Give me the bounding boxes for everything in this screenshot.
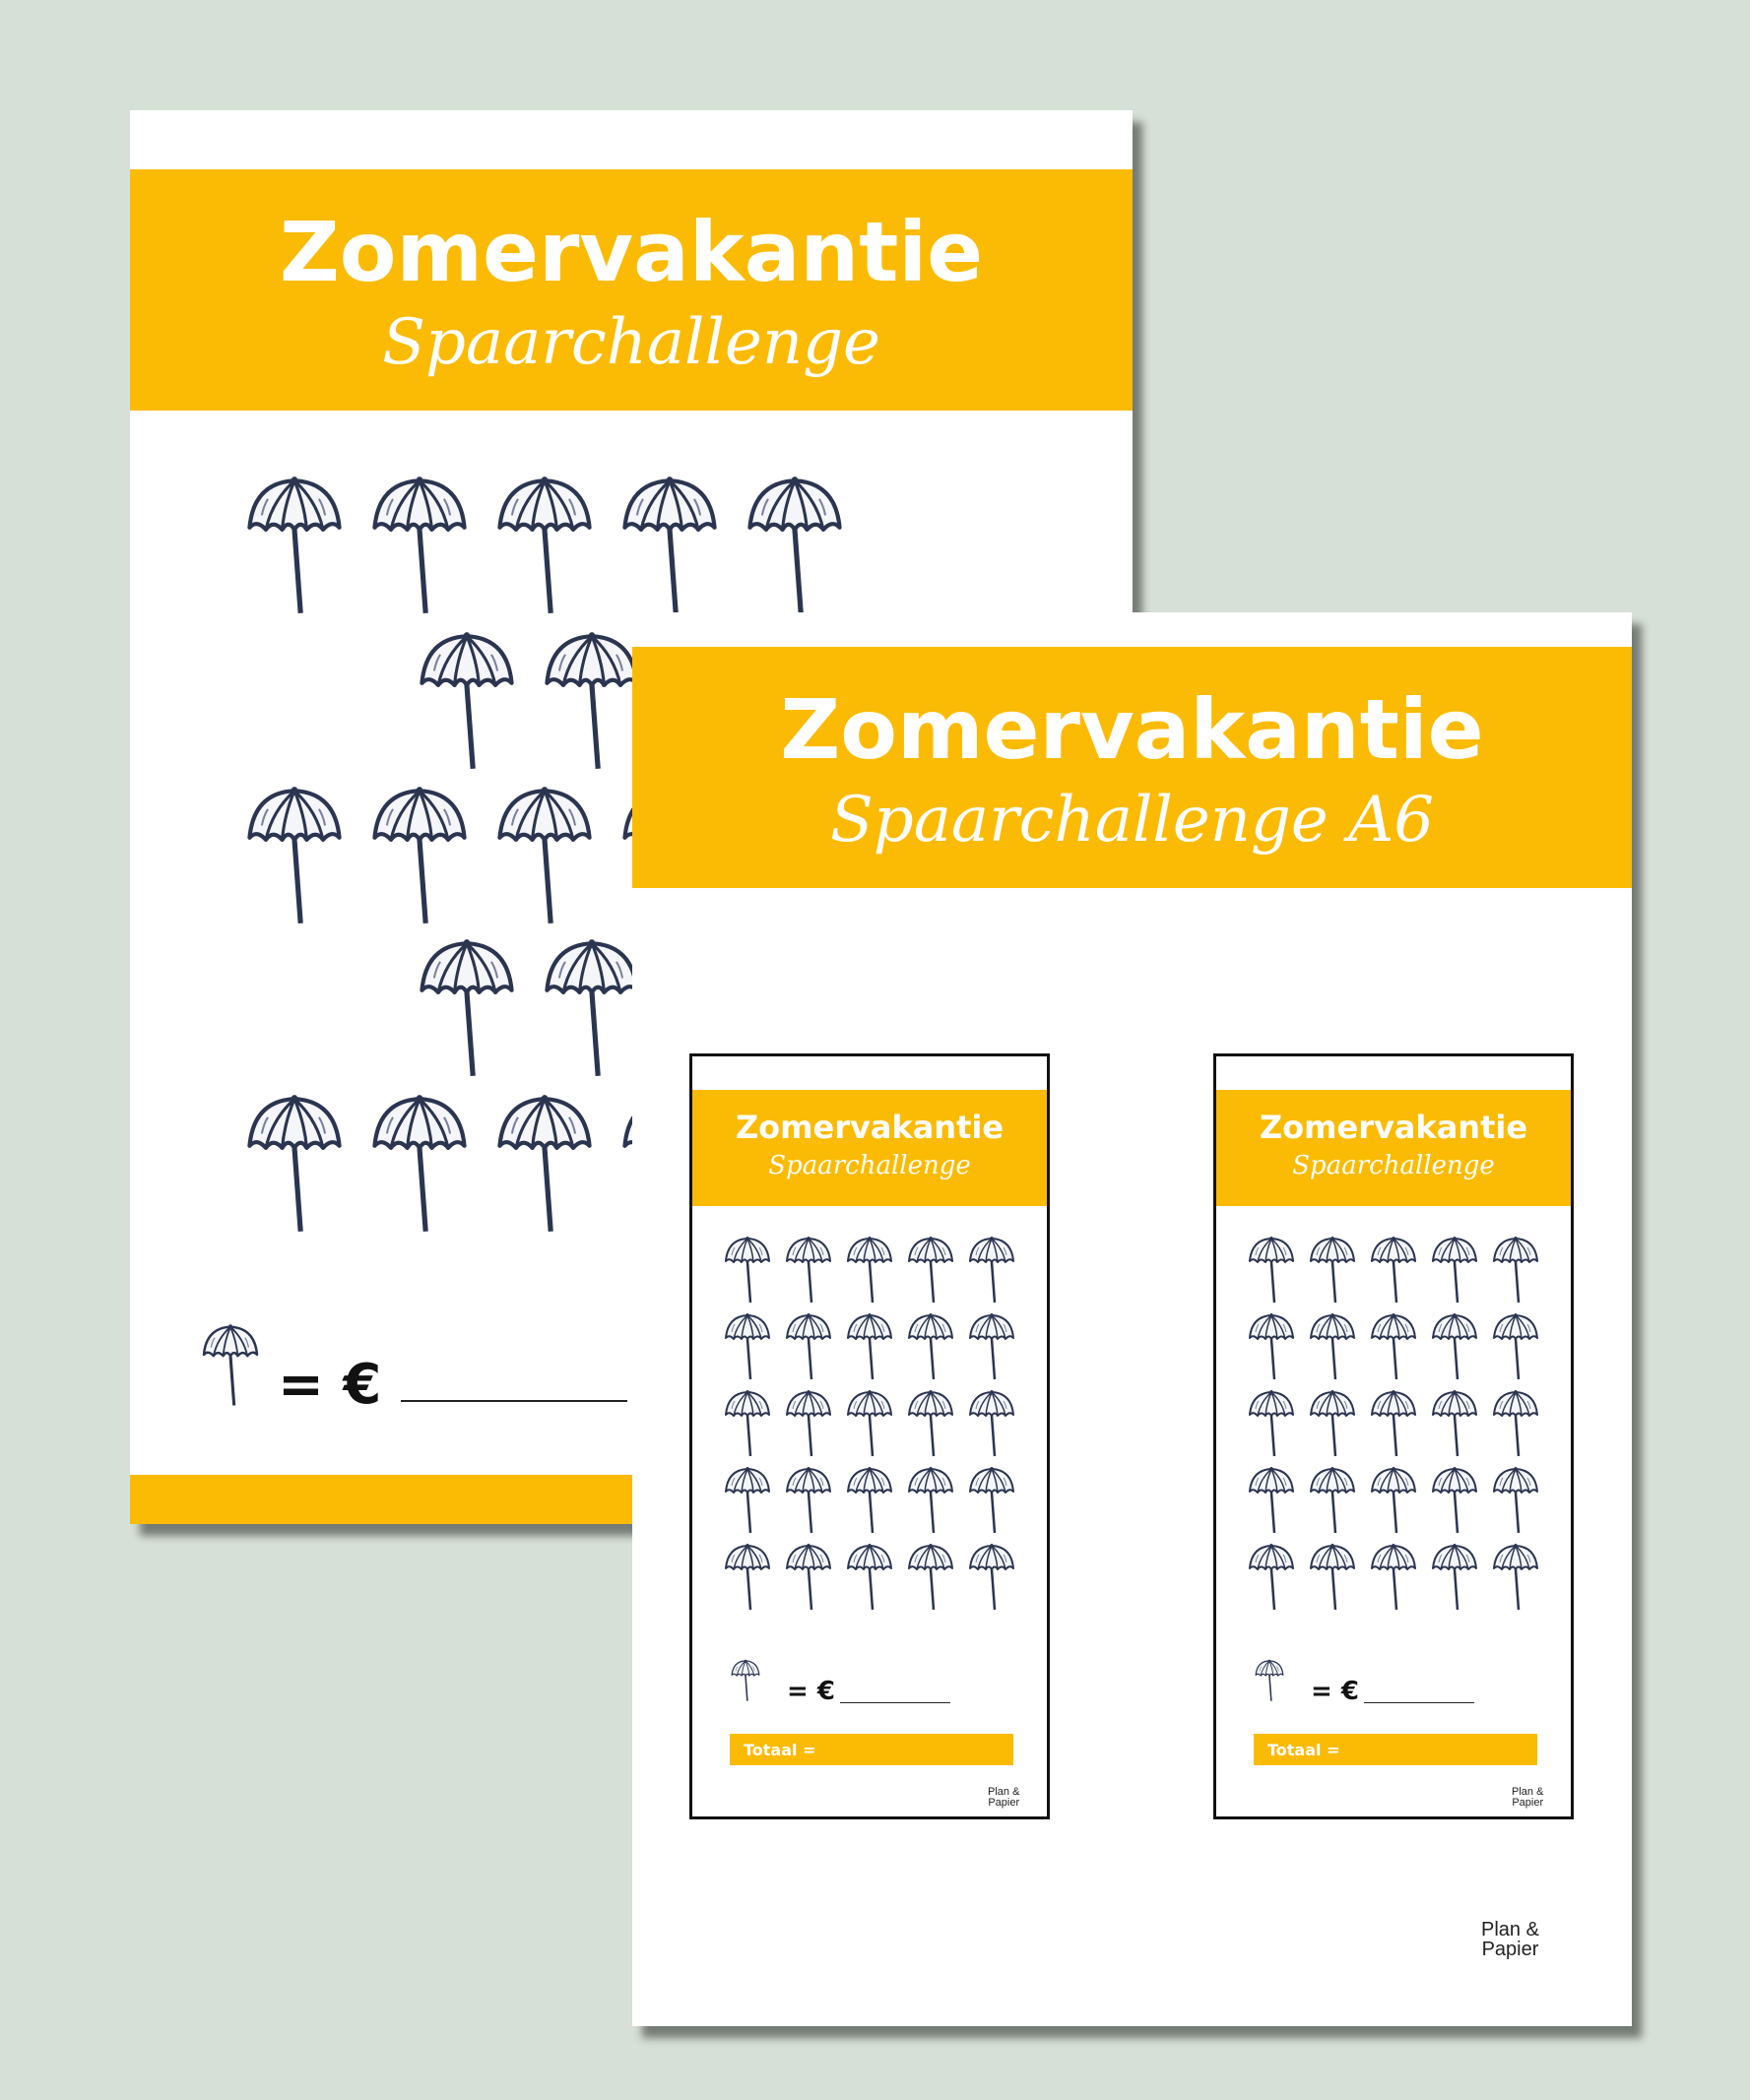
beach-umbrella-icon: [199, 1323, 262, 1408]
beach-umbrella-icon: [493, 1093, 596, 1236]
equals-euro-label: = €: [1311, 1677, 1359, 1706]
beach-umbrella-icon: [1490, 1466, 1541, 1535]
beach-umbrella-icon: [722, 1236, 773, 1305]
beach-umbrella-icon: [1307, 1389, 1358, 1458]
beach-umbrella-icon: [783, 1312, 834, 1381]
beach-umbrella-icon: [966, 1466, 1017, 1535]
page-title: Zomervakantie: [279, 204, 984, 300]
beach-umbrella-icon: [368, 1093, 471, 1236]
beach-umbrella-icon: [1246, 1236, 1297, 1305]
beach-umbrella-icon: [966, 1236, 1017, 1305]
page-title: Zomervakantie: [780, 681, 1484, 778]
equals-euro-label: = €: [787, 1677, 835, 1706]
brand-logo: [1481, 1920, 1539, 1959]
beach-umbrella-icon: [1307, 1236, 1358, 1305]
card-subtitle: Spaarchallenge: [768, 1151, 971, 1180]
savings-card: [689, 1053, 1050, 1819]
beach-umbrella-icon: [1307, 1466, 1358, 1535]
page-subtitle: Spaarchallenge A6: [829, 784, 1435, 857]
beach-umbrella-icon: [783, 1236, 834, 1305]
logo-line-2: Papier: [1512, 1797, 1544, 1809]
beach-umbrella-icon: [1307, 1543, 1358, 1612]
beach-umbrella-icon: [243, 1093, 346, 1236]
beach-umbrella-icon: [1368, 1466, 1419, 1535]
beach-umbrella-icon: [1246, 1543, 1297, 1612]
front-sheet: [632, 612, 1632, 2026]
beach-umbrella-icon: [1490, 1236, 1541, 1305]
title-banner: [632, 647, 1632, 888]
equals-euro-label: = €: [278, 1353, 382, 1417]
beach-umbrella-icon: [493, 475, 596, 617]
beach-umbrella-icon: [416, 937, 518, 1080]
total-label: Totaal =: [1267, 1741, 1340, 1759]
beach-umbrella-icon: [722, 1543, 773, 1612]
beach-umbrella-icon: [1254, 1659, 1285, 1702]
card-title-banner: [1216, 1090, 1571, 1206]
beach-umbrella-icon: [1368, 1312, 1419, 1381]
beach-umbrella-icon: [966, 1389, 1017, 1458]
total-bar: [730, 1734, 1013, 1765]
beach-umbrella-icon: [1429, 1389, 1480, 1458]
beach-umbrella-icon: [1490, 1543, 1541, 1612]
brand-logo: [1512, 1787, 1543, 1809]
beach-umbrella-icon: [493, 785, 596, 927]
logo-line-2: Papier: [988, 1797, 1020, 1809]
beach-umbrella-icon: [783, 1543, 834, 1612]
beach-umbrella-icon: [966, 1312, 1017, 1381]
beach-umbrella-icon: [1307, 1312, 1358, 1381]
beach-umbrella-icon: [1246, 1389, 1297, 1458]
beach-umbrella-icon: [905, 1236, 956, 1305]
logo-line-2: Papier: [1481, 1939, 1539, 1960]
beach-umbrella-icon: [1429, 1466, 1480, 1535]
card-subtitle: Spaarchallenge: [1292, 1151, 1495, 1180]
beach-umbrella-icon: [783, 1389, 834, 1458]
total-bar: [1254, 1734, 1537, 1765]
beach-umbrella-icon: [541, 937, 643, 1080]
beach-umbrella-icon: [1490, 1389, 1541, 1458]
brand-logo: [988, 1787, 1019, 1809]
total-label: Totaal =: [744, 1741, 816, 1759]
beach-umbrella-icon: [1429, 1236, 1480, 1305]
beach-umbrella-icon: [1246, 1312, 1297, 1381]
page-subtitle: Spaarchallenge: [382, 306, 880, 379]
beach-umbrella-icon: [243, 785, 346, 927]
beach-umbrella-icon: [368, 785, 471, 927]
beach-umbrella-icon: [744, 475, 846, 617]
beach-umbrella-icon: [1368, 1236, 1419, 1305]
beach-umbrella-icon: [416, 630, 518, 773]
card-title: Zomervakantie: [1259, 1109, 1528, 1146]
beach-umbrella-icon: [368, 475, 471, 617]
beach-umbrella-icon: [730, 1659, 761, 1702]
beach-umbrella-icon: [844, 1312, 895, 1381]
card-title: Zomervakantie: [735, 1109, 1005, 1146]
beach-umbrella-icon: [966, 1543, 1017, 1612]
amount-line: [1364, 1702, 1474, 1703]
beach-umbrella-icon: [1368, 1543, 1419, 1612]
amount-line: [840, 1702, 950, 1703]
beach-umbrella-icon: [844, 1389, 895, 1458]
beach-umbrella-icon: [844, 1466, 895, 1535]
logo-line-1: Plan &: [1512, 1786, 1544, 1798]
logo-line-1: Plan &: [1481, 1919, 1539, 1941]
beach-umbrella-icon: [722, 1312, 773, 1381]
beach-umbrella-icon: [722, 1466, 773, 1535]
beach-umbrella-icon: [905, 1389, 956, 1458]
savings-card: [1213, 1053, 1574, 1819]
beach-umbrella-icon: [1490, 1312, 1541, 1381]
beach-umbrella-icon: [905, 1543, 956, 1612]
beach-umbrella-icon: [844, 1236, 895, 1305]
beach-umbrella-icon: [783, 1466, 834, 1535]
beach-umbrella-icon: [844, 1543, 895, 1612]
title-banner: [130, 169, 1133, 411]
logo-line-1: Plan &: [988, 1786, 1020, 1798]
beach-umbrella-icon: [618, 475, 721, 617]
card-title-banner: [692, 1090, 1047, 1206]
beach-umbrella-icon: [1429, 1312, 1480, 1381]
beach-umbrella-icon: [1429, 1543, 1480, 1612]
beach-umbrella-icon: [722, 1389, 773, 1458]
beach-umbrella-icon: [541, 630, 643, 773]
beach-umbrella-icon: [1368, 1389, 1419, 1458]
beach-umbrella-icon: [1246, 1466, 1297, 1535]
beach-umbrella-icon: [243, 475, 346, 617]
amount-line: [401, 1400, 627, 1402]
beach-umbrella-icon: [905, 1312, 956, 1381]
beach-umbrella-icon: [905, 1466, 956, 1535]
